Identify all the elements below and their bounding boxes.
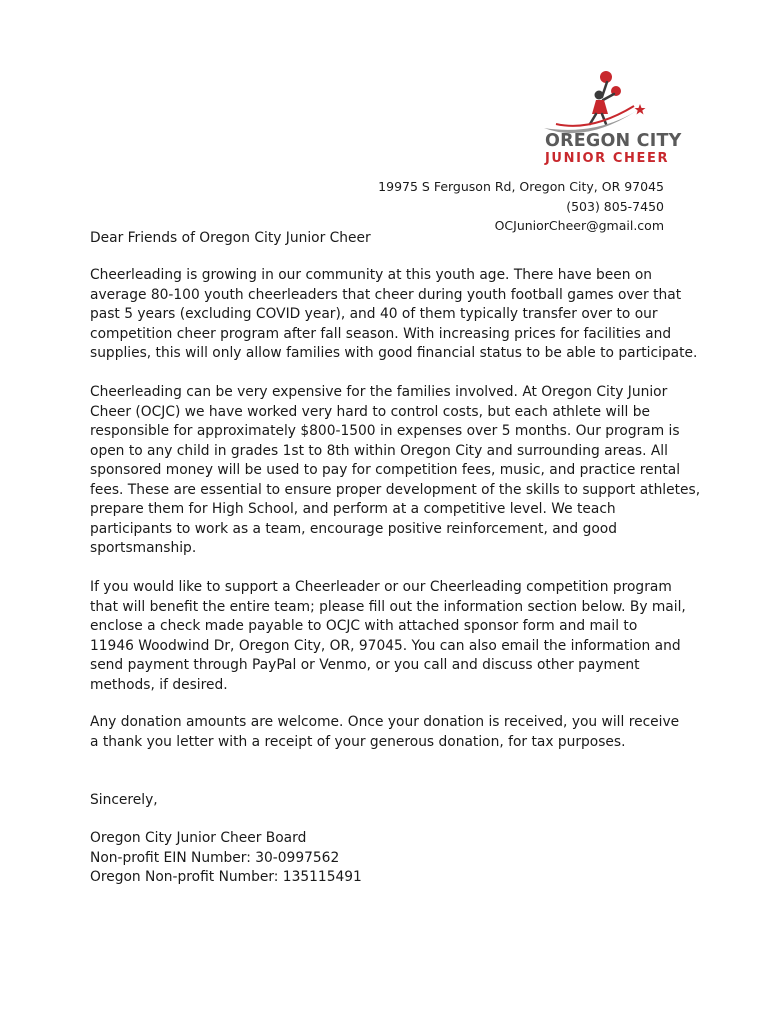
paragraph-line: If you would like to support a Cheerleader or our Cheerleading competition program — [90, 579, 672, 595]
paragraph-line: competition cheer program after fall season. With increasing prices for facilities and — [90, 325, 672, 342]
paragraph-line: Cheerleading is growing in our community at this youth age. There have been on — [90, 267, 653, 283]
paragraph-line: Cheer (OCJC) we have worked very hard to control costs, but each athlete will be — [90, 403, 650, 420]
paragraph-line: sportsmanship. — [90, 540, 197, 556]
address-phone: (503) 805-7450 — [566, 198, 664, 214]
paragraph-line: average 80-100 youth cheerleaders that cheer during youth football games over that — [90, 286, 682, 303]
signature-name: Oregon City Junior Cheer Board — [90, 830, 307, 846]
signature-block — [90, 829, 362, 888]
paragraph-line: enclose a check made payable to OCJC with attached sponsor form and mail to — [90, 618, 638, 634]
logo-org-line-2: JUNIOR CHEER — [545, 151, 670, 166]
paragraph-line: send payment through PayPal or Venmo, or you call and discuss other payment — [90, 657, 640, 673]
paragraph-line: Cheerleading can be very expensive for the families involved. At Oregon City Junior — [90, 384, 668, 400]
address-email: OCJuniorCheer@gmail.com — [494, 218, 664, 233]
logo-org-line-1: OREGON CITY — [545, 131, 682, 151]
letterhead-address-block — [378, 177, 664, 236]
paragraph-line: sponsored money will be used to pay for competition fees, music, and practice rental — [90, 462, 681, 478]
address-street: 19975 S Ferguson Rd, Oregon City, OR 97045 — [378, 179, 664, 194]
paragraph-line: 11946 Woodwind Dr, Oregon City, OR, 97045. You can also email the information and — [90, 637, 681, 654]
paragraph-line: open to any child in grades 1st to 8th within Oregon City and surrounding areas. All — [90, 442, 668, 459]
paragraph-support — [90, 578, 690, 695]
signature-ein: Non-profit EIN Number: 30-0997562 — [90, 849, 340, 866]
paragraph-donation — [90, 713, 690, 752]
paragraph-costs — [90, 383, 701, 559]
paragraph-line: fees. These are essential to ensure proper development of the skills to support athletes, — [90, 481, 701, 498]
paragraph-line: responsible for approximately $800-1500 in expenses over 5 months. Our program is — [90, 423, 680, 439]
paragraph-line: Any donation amounts are welcome. Once your donation is received, you will receive — [90, 714, 680, 730]
paragraph-line: past 5 years (excluding COVID year), and 40 of them typically transfer over to our — [90, 306, 658, 322]
paragraph-line: that will benefit the entire team; please fill out the information section below. By mail, — [90, 598, 686, 615]
paragraph-line: prepare them for High School, and perform at a competitive level. We teach — [90, 501, 616, 517]
paragraph-line: supplies, this will only allow families with good financial status to be able to participate. — [90, 345, 698, 361]
closing: Sincerely, — [90, 792, 158, 808]
paragraph-growth — [90, 266, 698, 364]
salutation: Dear Friends of Oregon City Junior Cheer — [90, 230, 371, 246]
paragraph-line: participants to work as a team, encourage positive reinforcement, and good — [90, 520, 617, 537]
paragraph-line: a thank you letter with a receipt of your generous donation, for tax purposes. — [90, 733, 626, 750]
paragraph-line: methods, if desired. — [90, 676, 228, 693]
signature-oregon-number: Oregon Non-profit Number: 135115491 — [90, 869, 362, 885]
